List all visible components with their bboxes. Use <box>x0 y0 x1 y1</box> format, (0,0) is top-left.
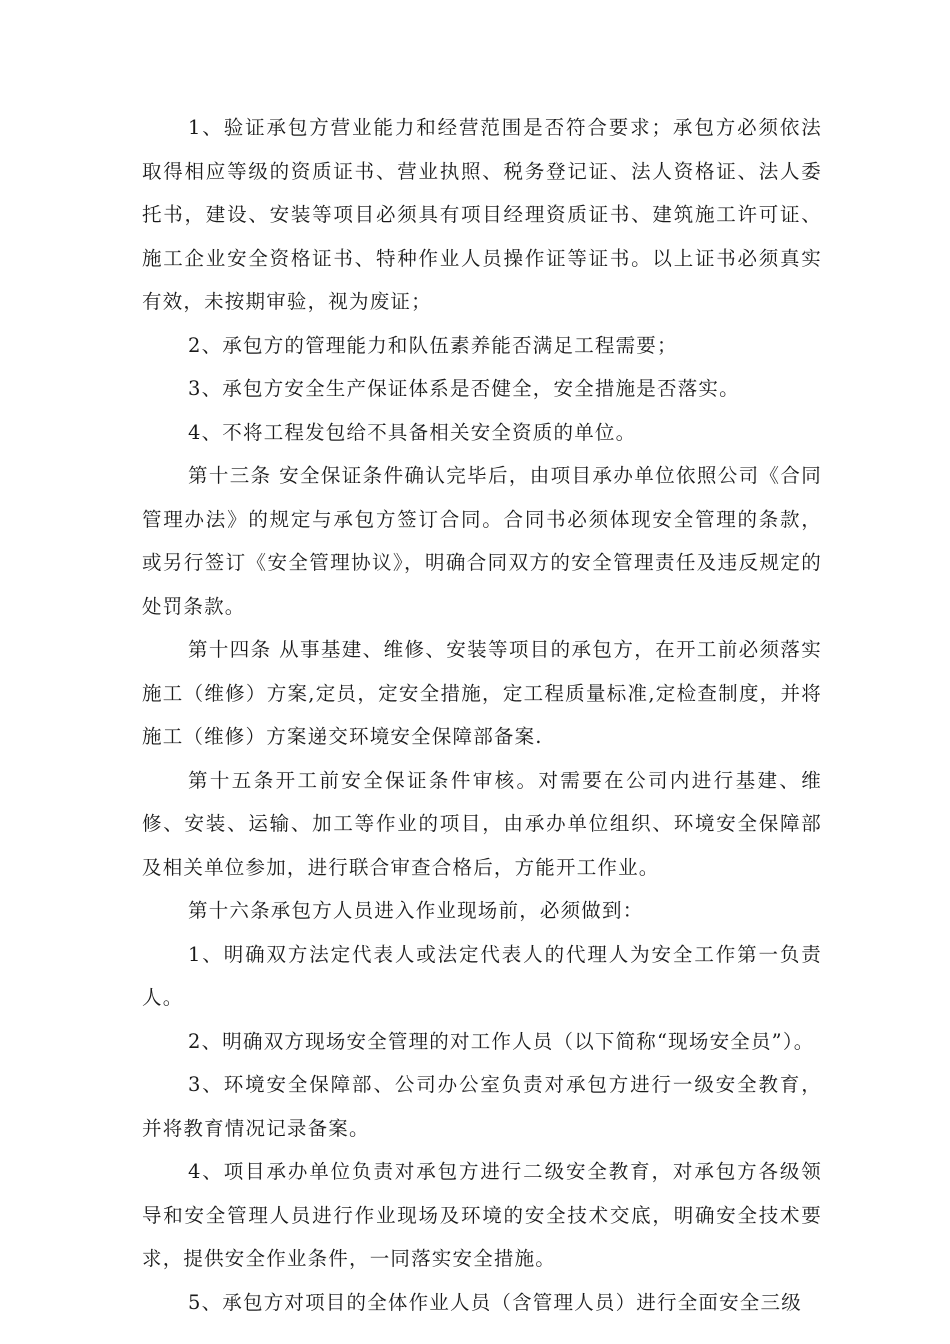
paragraph: 2、明确双方现场安全管理的对工作人员（以下简称“现场安全员”）。 <box>188 1029 815 1053</box>
paragraph: 第十五条开工前安全保证条件审核。对需要在公司内进行基建、维修、安装、运输、加工等作业的项目，由承办单位组织、环境安全保障部及相关单位参加，进行联合审查合格后，方能开工作业。 <box>142 768 822 879</box>
paragraph: 2、承包方的管理能力和队伍素养能否满足工程需要； <box>188 333 678 357</box>
paragraph: 1、明确双方法定代表人或法定代表人的代理人为安全工作第一负责人。 <box>142 942 822 1009</box>
paragraph: 3、承包方安全生产保证体系是否健全，安全措施是否落实。 <box>188 377 740 400</box>
document-page <box>142 106 822 1324</box>
paragraph: 4、不将工程发包给不具备相关安全资质的单位。 <box>188 420 637 444</box>
paragraph: 4、项目承办单位负责对承包方进行二级安全教育，对承包方各级领导和安全管理人员进行作业现场及环境的安全技术交底，明确安全技术要求，提供安全作业条件，一同落实安全措施。 <box>142 1160 822 1270</box>
paragraph: 第十三条 安全保证条件确认完毕后，由项目承办单位依照公司《合同管理办法》的规定与承包方签订合同。合同书必须体现安全管理的条款，或另行签订《安全管理协议》，明确合同双方的安全管理责任及违反规定的处罚条款。 <box>142 464 822 618</box>
paragraph: 1、验证承包方营业能力和经营范围是否符合要求；承包方必须依法取得相应等级的资质证书、营业执照、税务登记证、法人资格证、法人委托书，建设、安装等项目必须具有项目经理资质证书、建筑施工许可证、施工企业安全资格证书、特种作业人员操作证等证书。以上证书必须真实有效，未按期审验，视为废证； <box>142 116 822 313</box>
paragraph: 第十四条 从事基建、维修、安装等项目的承包方，在开工前必须落实施工（维修）方案,定员，定安全措施，定工程质量标准,定检查制度，并将施工（维修）方案递交环境安全保障部备案. <box>142 638 822 748</box>
paragraph: 第十六条承包方人员进入作业现场前，必须做到： <box>188 899 644 922</box>
paragraph: 5、承包方对项目的全体作业人员（含管理人员）进行全面安全三级 <box>188 1290 802 1314</box>
paragraph: 3、环境安全保障部、公司办公室负责对承包方进行一级安全教育，并将教育情况记录备案。 <box>142 1073 822 1140</box>
